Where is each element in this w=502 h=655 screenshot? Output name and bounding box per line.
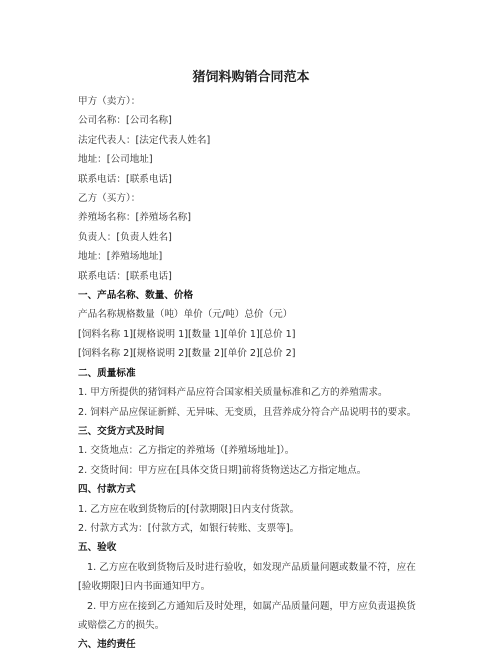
section-heading-3: 三、交货方式及时间 <box>78 425 165 437</box>
party-b-label: 乙方（买方）： <box>78 193 141 205</box>
party-b-phone: 联系电话：[联系电话] <box>78 270 172 282</box>
party-a-address: 地址：[公司地址] <box>78 154 153 166</box>
payment-clause-2: 2. 付款方式为：[付款方式，如银行转账、支票等]。 <box>78 522 300 534</box>
quality-clause-1: 1. 甲方所提供的猪饲料产品应符合国家相关质量标准和乙方的养殖需求。 <box>78 387 388 399</box>
acceptance-clause-2: 2. 甲方应在接到乙方通知后及时处理，如属产品质量问题，甲方应负责退换货或赔偿乙方的损失。 <box>78 600 416 631</box>
product-row-2: [饲料名称 2][规格说明 2][数量 2][单价 2][总价 2] <box>78 348 296 360</box>
delivery-clause-1: 1. 交货地点：乙方指定的养殖场（[养殖场地址]）。 <box>78 445 295 457</box>
party-a-phone: 联系电话：[联系电话] <box>78 173 172 185</box>
payment-clause-1: 1. 乙方应在收到货物后的[付款期限]日内支付货款。 <box>78 503 300 515</box>
section-heading-5: 五、验收 <box>78 542 117 554</box>
party-a-label: 甲方（卖方）： <box>78 96 141 107</box>
party-a-company: 公司名称：[公司名称] <box>78 115 172 127</box>
party-b-manager: 负责人：[负责人姓名] <box>78 231 172 243</box>
party-a-representative: 法定代表人：[法定代表人姓名] <box>78 134 211 146</box>
product-row-1: [饲料名称 1][规格说明 1][数量 1][单价 1][总价 1] <box>78 328 296 340</box>
section-heading-6: 六、违约责任 <box>78 639 136 651</box>
document-title: 猪饲料购销合同范本 <box>192 70 310 85</box>
document-body <box>78 92 418 655</box>
party-b-address: 地址：[养殖场地址] <box>78 251 163 263</box>
quality-clause-2: 2. 饲料产品应保证新鲜、无异味、无变质，且营养成分符合产品说明书的要求。 <box>78 406 417 418</box>
acceptance-clause-1: 1. 乙方应在收到货物后及时进行验收，如发现产品质量问题或数量不符，应在[验收期限]日内书面通知甲方。 <box>78 561 416 593</box>
section-heading-2: 二、质量标准 <box>78 367 136 379</box>
party-b-farm-name: 养殖场名称：[养殖场名称] <box>78 212 192 224</box>
section-heading-1: 一、产品名称、数量、价格 <box>78 290 194 302</box>
section-heading-4: 四、付款方式 <box>78 484 136 496</box>
product-table-header: 产品名称规格数量（吨）单价（元/吨）总价（元） <box>78 309 293 321</box>
delivery-clause-2: 2. 交货时间：甲方应在[具体交货日期]前将货物送达乙方指定地点。 <box>78 464 367 476</box>
